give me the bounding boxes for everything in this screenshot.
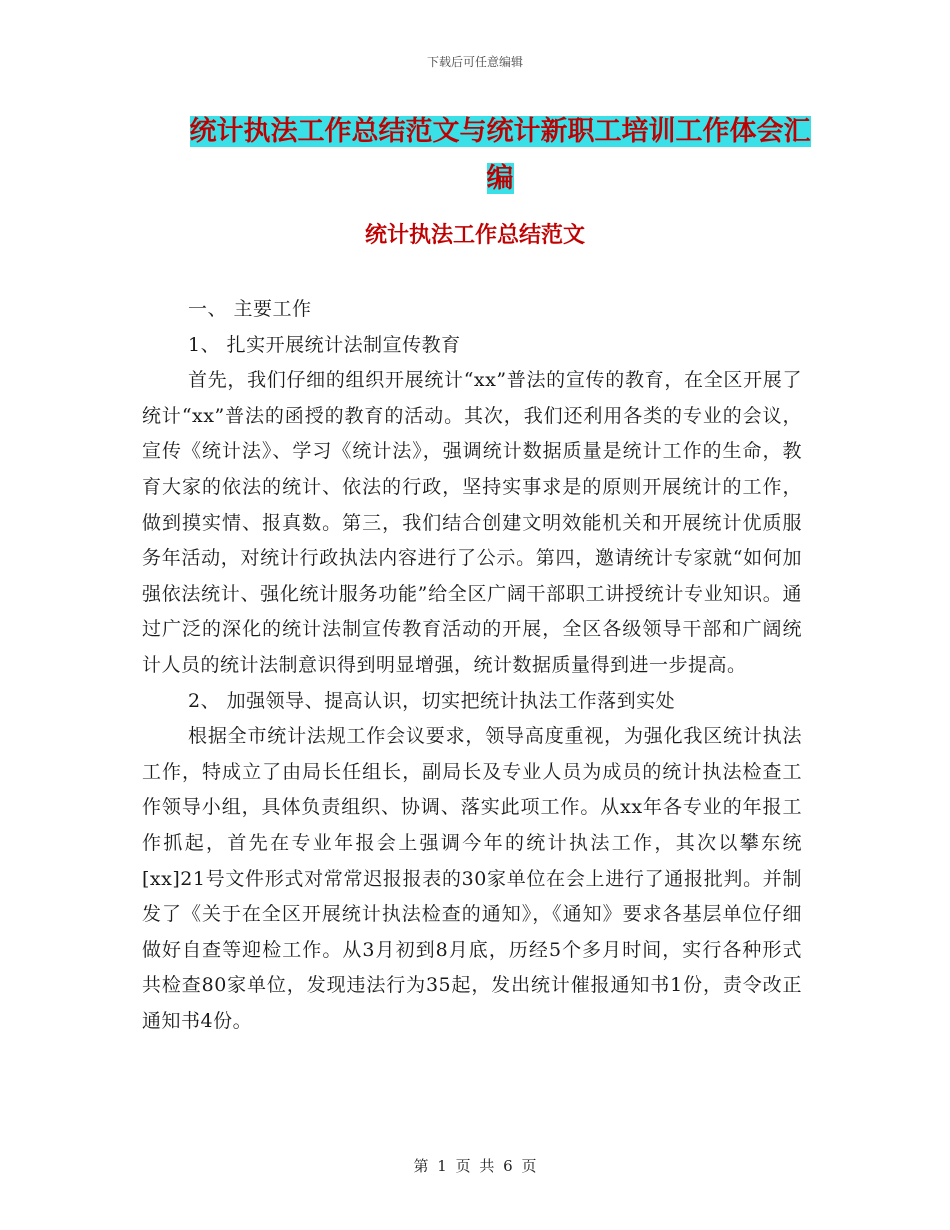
heading-main-work: 一、 主要工作	[188, 298, 312, 320]
section-title: 统计执法工作总结范文	[364, 222, 585, 248]
heading-item-1: 1、 扎实开展统计法制宣传教育	[188, 333, 461, 356]
document-body	[142, 292, 802, 1039]
paragraph-item-1: 首先，我们仔细的组织开展统计“xx”普法的宣传的教育，在全区开展了统计“xx”普法的函授的教育的活动。其次，我们还利用各类的专业的会议，宣传《统计法》、学习《统计法》，强调统计数据质量是统计工作的生命，教育大家的依法的统计、依法的行政，坚持实事求是的原则开展统计的工作，做到摸实情、报真数。第三，我们结合创建文明效能机关和开展统计优质服务年活动，对统计行政执法内容进行了公示。第四，邀请统计专家就“如何加强依法统计、强化统计服务功能”给全区广阔干部职工讲授统计专业知识。通过广泛的深化的统计法制宣传教育活动的开展，全区各级领导干部和广阔统计人员的统计法制意识得到明显增强，统计数据质量得到进一步提高。	[142, 369, 802, 676]
page-footer: 第 1 页 共 6 页	[413, 1157, 537, 1175]
main-title-text: 统计执法工作总结范文与统计新职工培训工作体会汇编	[189, 116, 811, 194]
heading-item-2: 2、 加强领导、提高认识，切实把统计执法工作落到实处	[188, 689, 676, 712]
header-note: 下载后可任意编辑	[426, 55, 523, 69]
paragraph-item-2: 根据全市统计法规工作会议要求，领导高度重视，为强化我区统计执法工作，特成立了由局长任组长，副局长及专业人员为成员的统计执法检查工作领导小组，具体负责组织、协调、落实此项工作。从xx年各专业的年报工作抓起，首先在专业年报会上强调今年的统计执法工作，其次以攀东统[xx]21号文件形式对常常迟报报表的30家单位在会上进行了通报批判。并制发了《关于在全区开展统计执法检查的通知》，《通知》要求各基层单位仔细做好自查等迎检工作。从3月初到8月底，历经5个多月时间，实行各种形式共检查80家单位，发现违法行为35起，发出统计催报通知书1份，责令改正通知书4份。	[142, 725, 802, 1032]
main-title	[180, 108, 820, 202]
